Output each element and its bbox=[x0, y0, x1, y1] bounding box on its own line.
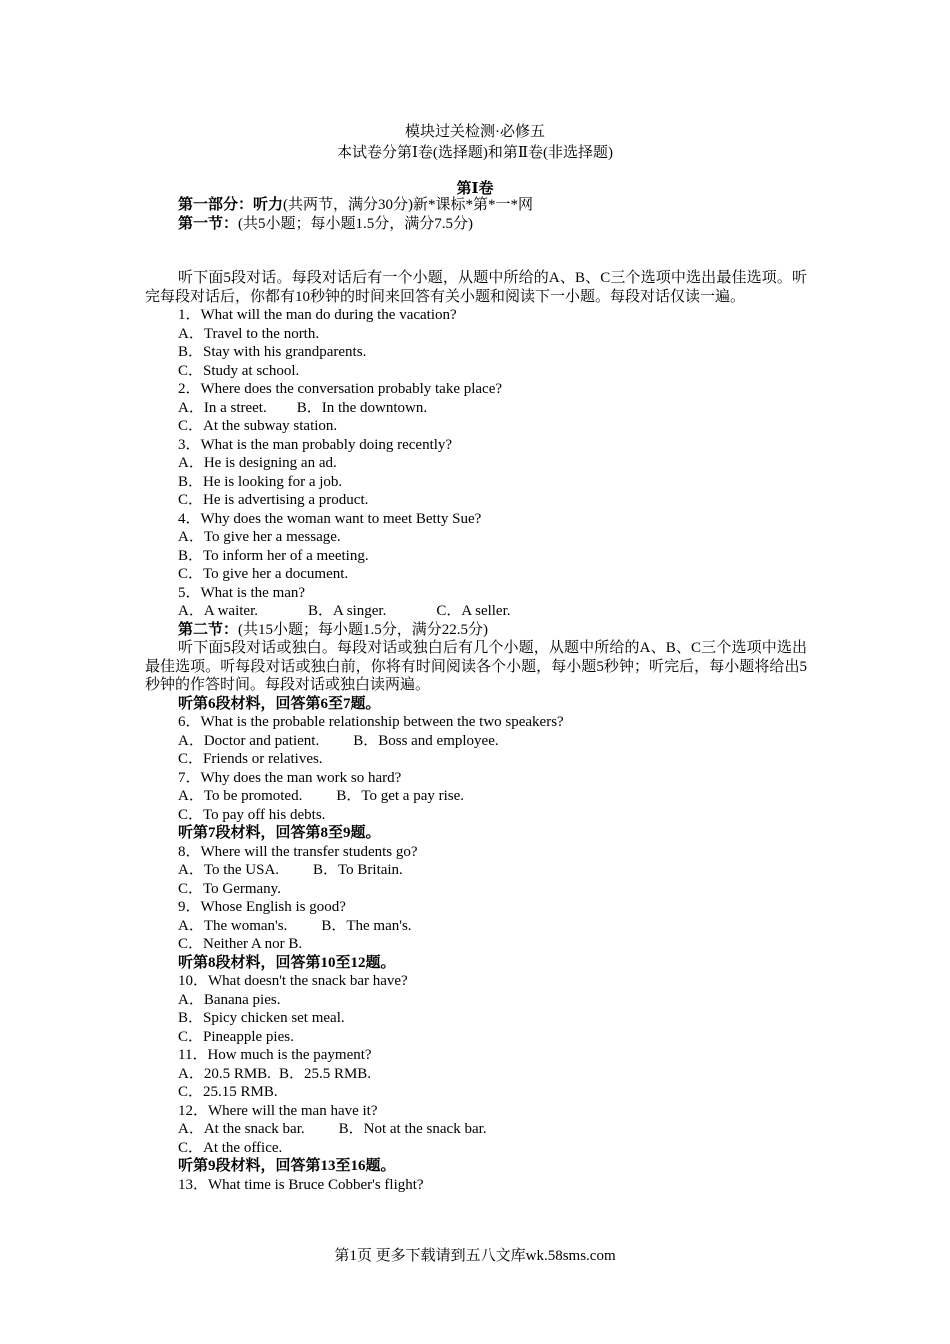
part1-heading-rest: (共两节，满分30分)新*课标*第*一*网 bbox=[283, 197, 534, 213]
q6-options-row bbox=[145, 732, 807, 751]
q2-option-b: B．In the downtown. bbox=[296, 399, 428, 416]
q1-option-c: C．Study at school. bbox=[178, 362, 300, 379]
section1-heading-rest: (共5小题；每小题1.5分，满分7.5分) bbox=[238, 215, 474, 232]
material-8-heading: 听第8段材料，回答第10至12题。 bbox=[178, 954, 396, 971]
q1-option-a: A．Travel to the north. bbox=[178, 325, 320, 342]
question-1: 1．What will the man do during the vacation? bbox=[178, 307, 457, 323]
section1-heading bbox=[145, 215, 807, 234]
q9-option-a: A．The woman's. bbox=[178, 917, 288, 934]
q2-options-row bbox=[145, 399, 807, 418]
q8-option-b: B．To Britain. bbox=[313, 862, 403, 878]
q2-option-c: C．At the subway station. bbox=[178, 418, 338, 434]
material-6-heading: 听第6段材料，回答第6至7题。 bbox=[178, 695, 381, 712]
q6-option-a: A．Doctor and patient. bbox=[178, 732, 320, 749]
section2-heading-rest: (共15小题；每小题1.5分，满分22.5分) bbox=[238, 621, 489, 638]
material-9-heading: 听第9段材料，回答第13至16题。 bbox=[178, 1158, 396, 1174]
question-10: 10．What doesn't the snack bar have? bbox=[178, 973, 408, 989]
q3-option-c: C．He is advertising a product. bbox=[178, 492, 369, 508]
q4-option-b: B．To inform her of a meeting. bbox=[178, 547, 369, 564]
q9-option-b: B．The man's. bbox=[321, 917, 412, 934]
section1-heading-bold: 第一节： bbox=[178, 215, 239, 232]
q1-option-b: B．Stay with his grandparents. bbox=[178, 344, 367, 360]
q10-option-a: A．Banana pies. bbox=[178, 991, 281, 1008]
q12-option-a: A．At the snack bar. bbox=[178, 1121, 305, 1137]
volume-heading: 第Ⅰ卷 bbox=[456, 181, 494, 197]
question-13: 13．What time is Bruce Cobber's flight? bbox=[178, 1176, 424, 1193]
q2-option-a: A．In a street. bbox=[178, 399, 267, 416]
q11-option-c: C．25.15 RMB. bbox=[178, 1084, 278, 1100]
question-2: 2．Where does the conversation probably take place? bbox=[178, 381, 503, 397]
q7-option-b: B．To get a pay rise. bbox=[336, 788, 465, 804]
document-body bbox=[145, 196, 807, 1194]
q11-option-a: A．20.5 RMB. bbox=[178, 1065, 271, 1082]
q5-options-row bbox=[145, 602, 807, 621]
q11-options-row bbox=[145, 1065, 807, 1084]
q9-options-row bbox=[145, 917, 807, 936]
question-5: 5．What is the man? bbox=[178, 584, 306, 601]
q7-options-row bbox=[145, 787, 807, 806]
q5-option-b: B．A singer. bbox=[308, 603, 387, 619]
question-7: 7．Why does the man work so hard? bbox=[178, 769, 402, 786]
section1-instructions: 听下面5段对话。每段对话后有一个小题，从题中所给的A、B、C三个选项中选出最佳选项。听完每段对话后，你都有10秒钟的时间来回答有关小题和阅读下一小题。每段对话仅读一遍。 bbox=[145, 270, 807, 305]
q8-options-row bbox=[145, 861, 807, 880]
q9-option-c: C．Neither A nor B. bbox=[178, 936, 303, 952]
q5-option-c: C．A seller. bbox=[436, 603, 511, 619]
question-8: 8．Where will the transfer students go? bbox=[178, 843, 418, 860]
q7-option-a: A．To be promoted. bbox=[178, 788, 303, 804]
section2-heading-bold: 第二节： bbox=[178, 621, 239, 638]
q3-option-b: B．He is looking for a job. bbox=[178, 473, 343, 490]
section2-heading bbox=[145, 621, 807, 640]
q5-option-a: A．A waiter. bbox=[178, 603, 258, 619]
spacer bbox=[145, 233, 807, 269]
question-4: 4．Why does the woman want to meet Betty Sue? bbox=[178, 510, 482, 527]
q8-option-a: A．To the USA. bbox=[178, 862, 280, 878]
q10-option-c: C．Pineapple pies. bbox=[178, 1028, 294, 1045]
q6-option-b: B．Boss and employee. bbox=[353, 732, 499, 749]
page-footer: 第1页 更多下载请到五八文库wk.58sms.com bbox=[334, 1248, 616, 1264]
q11-option-b: B．25.5 RMB. bbox=[278, 1065, 372, 1082]
question-6: 6．What is the probable relationship between the two speakers? bbox=[178, 714, 564, 730]
question-3: 3．What is the man probably doing recently? bbox=[178, 436, 453, 453]
page-subtitle: 本试卷分第Ⅰ卷(选择题)和第Ⅱ卷(非选择题) bbox=[336, 145, 614, 161]
q4-option-c: C．To give her a document. bbox=[178, 566, 349, 582]
q4-option-a: A．To give her a message. bbox=[178, 529, 341, 545]
page-title: 模块过关检测·必修五 bbox=[405, 124, 545, 140]
q7-option-c: C．To pay off his debts. bbox=[178, 806, 326, 823]
question-9: 9．Whose English is good? bbox=[178, 899, 346, 915]
question-11: 11．How much is the payment? bbox=[178, 1047, 372, 1063]
material-7-heading: 听第7段材料，回答第8至9题。 bbox=[178, 825, 381, 841]
q12-options-row bbox=[145, 1120, 807, 1139]
part1-heading-bold: 第一部分：听力 bbox=[178, 197, 284, 213]
section2-instructions: 听下面5段对话或独白。每段对话或独白后有几个小题，从题中所给的A、B、C三个选项中选出最佳选项。听每段对话或独白前，你将有时间阅读各个小题，每小题5秒钟；听完后，每小题将给出5秒钟的作答时间。每段对话或独白读两遍。 bbox=[145, 640, 807, 693]
q12-option-b: B．Not at the snack bar. bbox=[338, 1121, 487, 1137]
q3-option-a: A．He is designing an ad. bbox=[178, 455, 337, 471]
q8-option-c: C．To Germany. bbox=[178, 880, 281, 897]
part1-heading bbox=[145, 196, 807, 215]
q10-option-b: B．Spicy chicken set meal. bbox=[178, 1010, 345, 1026]
question-12: 12．Where will the man have it? bbox=[178, 1102, 378, 1119]
q12-option-c: C．At the office. bbox=[178, 1139, 283, 1156]
q6-option-c: C．Friends or relatives. bbox=[178, 751, 323, 767]
